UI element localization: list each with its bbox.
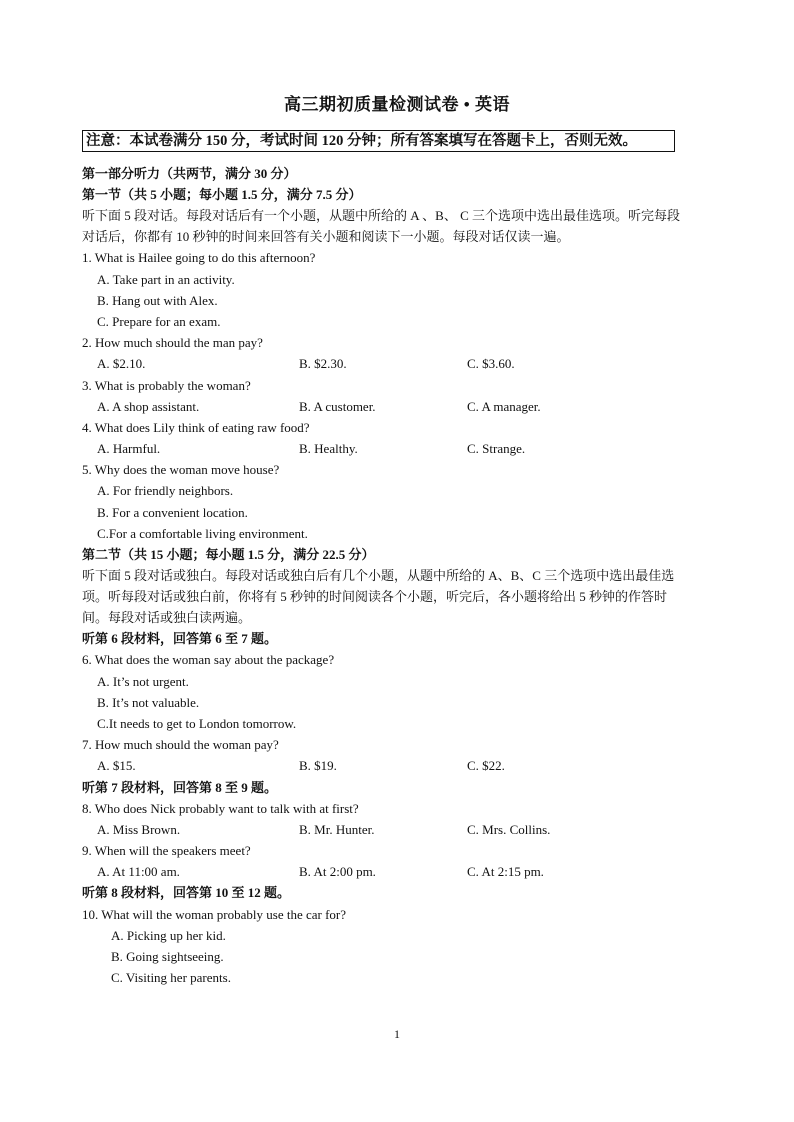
question-stem: 1. What is Hailee going to do this afternoon? bbox=[82, 250, 316, 266]
options-row bbox=[82, 353, 682, 374]
option-a: A. Picking up her kid. bbox=[111, 927, 226, 943]
question-stem: 9. When will the speakers meet? bbox=[82, 843, 251, 859]
option-b: B. $2.30. bbox=[299, 356, 347, 372]
section1-intro: 听下面 5 段对话。每段对话后有一个小题，从题中所给的 A 、B、 C 三个选项中选出最佳选项。听完每段对话后，你都有 10 秒钟的时间来回答有关小题和阅读下一小题。每段对话仅读一遍。 bbox=[82, 208, 681, 245]
option-a: A. For friendly neighbors. bbox=[97, 483, 234, 499]
options-row bbox=[82, 396, 682, 417]
question-stem: 6. What does the woman say about the package? bbox=[82, 652, 335, 668]
option-c: C. $3.60. bbox=[467, 356, 515, 372]
question-stem: 2. How much should the man pay? bbox=[82, 335, 263, 351]
option-a: A. $15. bbox=[97, 758, 136, 774]
section2-heading: 第二节（共 15 小题；每小题 1.5 分，满分 22.5 分） bbox=[82, 547, 375, 562]
page-number: 1 bbox=[394, 1027, 400, 1041]
option-c: C. Visiting her parents. bbox=[111, 970, 231, 986]
option-b: B. Hang out with Alex. bbox=[97, 292, 218, 308]
option-a: A. Take part in an activity. bbox=[97, 271, 235, 287]
option-a: A. $2.10. bbox=[97, 356, 146, 372]
option-c: C. Prepare for an exam. bbox=[97, 313, 221, 329]
material-heading: 听第 8 段材料，回答第 10 至 12 题。 bbox=[82, 885, 291, 901]
option-c: C. $22. bbox=[467, 758, 505, 774]
option-b: B. Healthy. bbox=[299, 441, 358, 457]
option-c: C.For a comfortable living environment. bbox=[97, 525, 308, 541]
option-b: B. At 2:00 pm. bbox=[299, 864, 376, 880]
material-heading: 听第 7 段材料，回答第 8 至 9 题。 bbox=[82, 779, 278, 795]
option-b: B. Going sightseeing. bbox=[111, 949, 224, 964]
notice-box: 注意：本试卷满分 150 分，考试时间 120 分钟；所有答案填写在答题卡上，否则无效。 bbox=[82, 130, 675, 152]
page-title: 高三期初质量检测试卷 • 英语 bbox=[284, 95, 510, 114]
option-b: B. A customer. bbox=[299, 398, 376, 414]
option-a: A. Harmful. bbox=[97, 441, 161, 457]
question-stem: 4. What does Lily think of eating raw food? bbox=[82, 419, 310, 435]
option-a: A. It’s not urgent. bbox=[97, 673, 189, 689]
option-b: B. Mr. Hunter. bbox=[299, 821, 375, 837]
question-stem: 3. What is probably the woman? bbox=[82, 377, 251, 393]
option-c: C. Strange. bbox=[467, 441, 526, 457]
exam-content bbox=[82, 163, 682, 988]
option-c: C.It needs to get to London tomorrow. bbox=[97, 715, 297, 731]
material-heading: 听第 6 段材料，回答第 6 至 7 题。 bbox=[82, 631, 278, 647]
option-b: B. $19. bbox=[299, 758, 337, 774]
section2-intro: 听下面 5 段对话或独白。每段对话或独白后有几个小题，从题中所给的 A、B、C 三个选项中选出最佳选项。听每段对话或独白前，你将有 5 秒钟的时间阅读各个小题，听完后，各小题将给出 5 秒钟的作答时间。每段对话或独白读两遍。 bbox=[82, 568, 675, 626]
options-row bbox=[82, 438, 682, 459]
option-a: A. At 11:00 am. bbox=[97, 864, 180, 880]
question-stem: 10. What will the woman probably use the car for? bbox=[82, 906, 347, 922]
options-row bbox=[82, 819, 682, 840]
part1-heading: 第一部分听力（共两节，满分 30 分） bbox=[82, 166, 297, 181]
option-a: A. Miss Brown. bbox=[97, 821, 181, 837]
options-row bbox=[82, 861, 682, 882]
option-c: C. At 2:15 pm. bbox=[467, 864, 544, 880]
question-stem: 8. Who does Nick probably want to talk with at first? bbox=[82, 800, 359, 816]
option-b: B. It’s not valuable. bbox=[97, 694, 200, 710]
section1-heading: 第一节（共 5 小题；每小题 1.5 分，满分 7.5 分） bbox=[82, 187, 362, 203]
option-c: C. A manager. bbox=[467, 398, 541, 414]
options-row bbox=[82, 755, 682, 776]
option-b: B. For a convenient location. bbox=[97, 504, 248, 520]
option-c: C. Mrs. Collins. bbox=[467, 821, 551, 837]
question-stem: 5. Why does the woman move house? bbox=[82, 462, 280, 478]
option-a: A. A shop assistant. bbox=[97, 398, 200, 414]
question-stem: 7. How much should the woman pay? bbox=[82, 737, 279, 753]
